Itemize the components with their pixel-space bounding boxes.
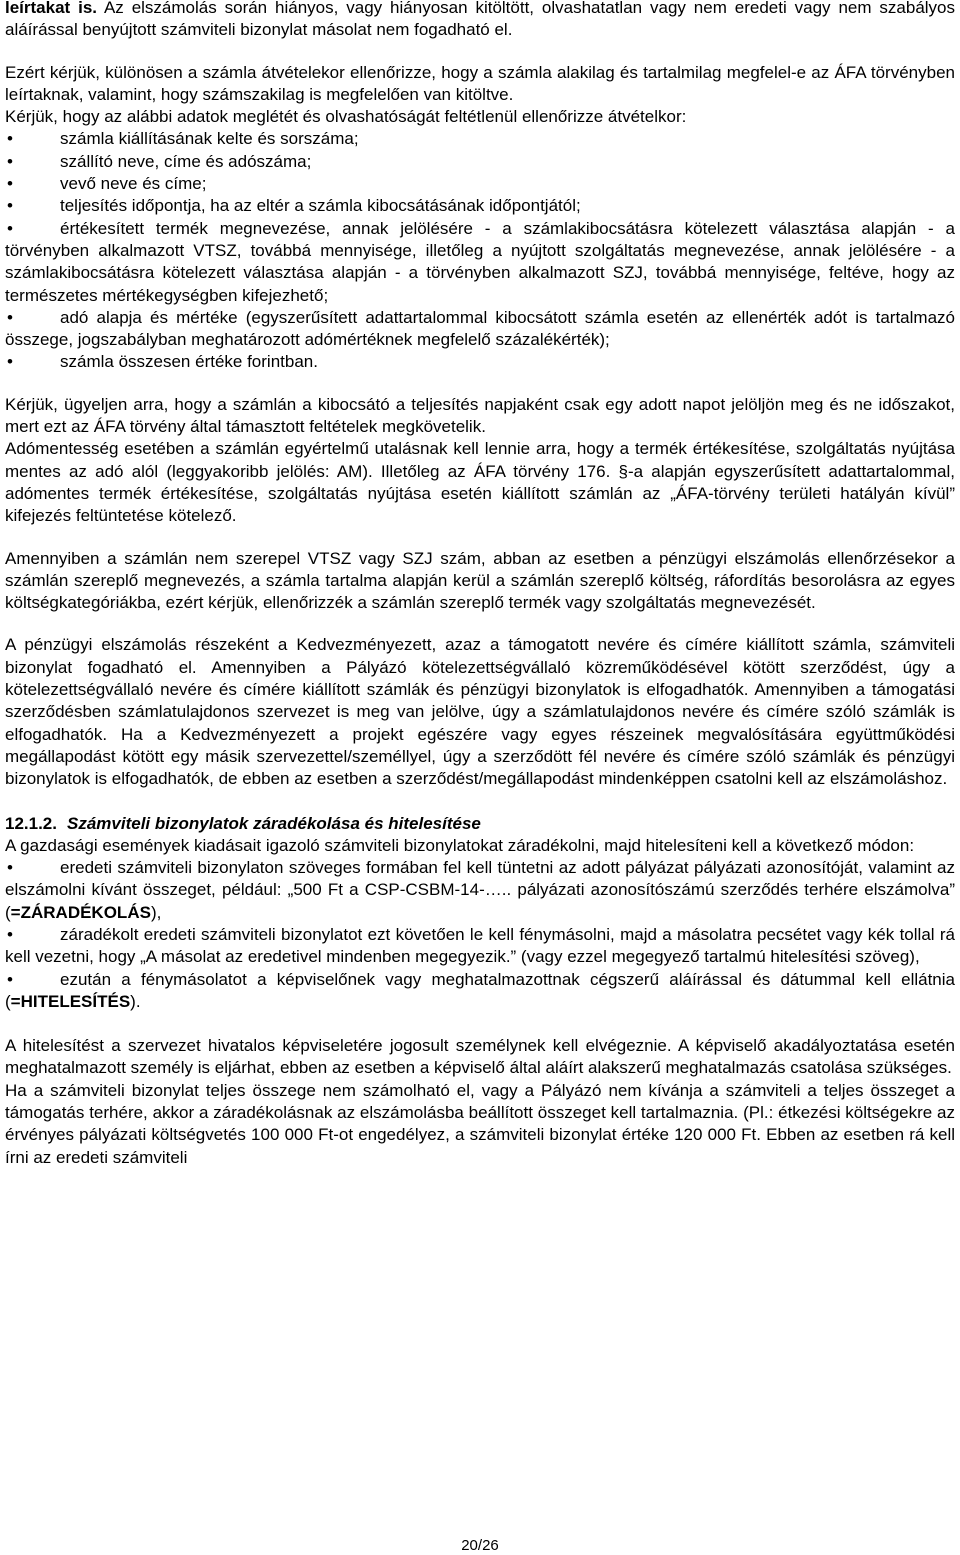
paragraph-exempt: Adómentesség esetében a számlán egyértelmű utalásnak kell lennie arra, hogy a termék értékesítése, szolgáltatás nyújtása mentes az adó alól (leggyakoribb jelölés: AM). Illetőleg az ÁFA törvény 176. §-a alapján egyszerűsített adattartalommal, adómentes termék értékesítése, szolgáltatás nyújtása esetén kiállított számlán az „ÁFA-törvény területi hatályán kívül” kifejezés feltüntetése kötelező. [5, 439, 955, 526]
bullet-icon: • [7, 969, 13, 989]
list-item-text: számla kiállításának kelte és sorszáma; [60, 129, 359, 149]
paragraph-authorized: A hitelesítést a szervezet hivatalos képviseletére jogosult személynek kell elvégeznie. A képviselő akadályoztatása esetén meghatalmazott személy is eljárhat, ebben az esetben a képviselő által aláírt alakszerű meghatalmazás csatolása szükséges. [5, 1036, 955, 1078]
list-item [5, 924, 955, 969]
bullet-icon: • [7, 924, 13, 944]
bullet-icon: • [7, 858, 13, 878]
bullet-icon: • [7, 151, 13, 171]
bullet-icon: • [7, 352, 13, 372]
list-item-text: értékesített termék megnevezése, annak jelölésére - a számlakibocsátásra kötelezett választása alapján - a törvényben alkalmazott VTSZ, továbbá mennyisége, illetőleg a nyújtott szolgáltatás megnevezése, annak jelölésére - a számlakibocsátásra kötelezett választása alapján - a törvényben alkalmazott SZJ, továbbá mennyisége, feltéve, hogy az természetes mértékegységben kifejezhető; [5, 218, 955, 305]
paragraph-top-text: Az elszámolás során hiányos, vagy hiányosan kitöltött, olvashatatlan vagy nem eredeti vagy nem szabályos aláírással benyújtott számviteli bizonylat másolat nem fogadható el. [5, 0, 956, 40]
steps-list [5, 857, 955, 1013]
list-item [5, 351, 955, 373]
bullet-icon: • [7, 218, 13, 238]
list-item-text: ezután a fénymásolatot a képviselőnek vagy meghatalmazottnak cégszerű aláírással és dátummal kell ellátnia ( [5, 969, 955, 1011]
list-item-bold: =ZÁRADÉKOLÁS [10, 902, 151, 922]
paragraph-section-intro: A gazdasági események kiadásait igazoló számviteli bizonylatokat záradékolni, majd hitelesíteni kell a következő módon: [5, 835, 915, 855]
list-item-tail: ), [150, 902, 162, 922]
section-heading [5, 813, 955, 835]
page-number: 20/26 [461, 1537, 499, 1554]
list-item-text: adó alapja és mértéke (egyszerűsített adattartalommal kibocsátott számla esetén az ellenérték adót is tartalmazó összege, jogszabályban meghatározott adómértéknek megfelelő százalékérték); [5, 307, 955, 350]
section-title: Számviteli bizonylatok záradékolása és hitelesítése [67, 813, 481, 833]
list-item [5, 173, 955, 195]
list-item-text: záradékolt eredeti számviteli bizonylatot ezt követően le kell fénymásolni, majd a másolatra pecsétet vagy kék tollal rá kell vezetni, hogy „A másolat az eredetivel mindenben megegyezik.” (vagy ezzel megegyező tartalmú hitelesítési szöveg), [5, 924, 955, 967]
bullet-icon: • [7, 174, 13, 194]
paragraph-date: Kérjük, ügyeljen arra, hogy a számlán a kibocsátó a teljesítés napjaként csak egy adott napot jelöljön meg és ne időszakot, mert ezt az ÁFA törvény által támasztott feltételek megkövetelik. [5, 394, 955, 437]
list-item [5, 218, 955, 307]
list-item [5, 195, 955, 217]
paragraph-list-intro: Kérjük, hogy az alábbi adatok meglétét és olvashatóságát feltétlenül ellenőrizze átvételkor: [5, 107, 687, 127]
required-data-list [5, 128, 955, 373]
paragraph-top [5, 0, 955, 42]
paragraph-vtsz: Amennyiben a számlán nem szerepel VTSZ vagy SZJ szám, abban az esetben a pénzügyi elszámolás ellenőrzésekor a számlán szereplő megnevezés, a számla tartalma alapján kerül a számlán szereplő költség, ráfordítás besorolásra az egyes költségkategóriákba, ezért kérjük, ellenőrizzék a számlán szereplő termék vagy szolgáltatás megnevezését. [5, 548, 955, 613]
list-item-bold: =HITELESÍTÉS [10, 991, 131, 1011]
list-item [5, 857, 955, 924]
list-item [5, 969, 955, 1014]
list-item [5, 307, 955, 352]
list-item-tail: ). [130, 991, 141, 1011]
section-number: 12.1.2. [5, 813, 57, 833]
paragraph-check: Ezért kérjük, különösen a számla átvételekor ellenőrizze, hogy a számla alakilag és tartalmilag megfelel-e az ÁFA törvényben leírtaknak, valamint, hogy számszakilag is megfelelően van kitöltve. [5, 62, 955, 104]
list-item [5, 151, 955, 173]
list-item-text: számla összesen értéke forintban. [60, 352, 318, 372]
list-item-text: eredeti számviteli bizonylaton szöveges formában fel kell tüntetni az adott pályázat pályázati azonosítóját, valamint az elszámolni kívánt összeget, például: „500 Ft a CSP-CSBM-14-….. pályázati azonosítószámú szerződés terhére elszámolva” ( [5, 858, 955, 922]
bullet-icon: • [7, 129, 13, 149]
bullet-icon: • [7, 196, 13, 216]
list-item-text: vevő neve és címe; [60, 174, 207, 194]
bold-lead: leírtakat is. [5, 0, 97, 17]
paragraph-beneficiary: A pénzügyi elszámolás részeként a Kedvezményezett, azaz a támogatott nevére és címére kiállított számla, számviteli bizonylat fogadható el. Amennyiben a Pályázó kötelezettségvállaló közreműködésével kötött szerződést, úgy a kötelezettségvállaló nevére és címére kiállított számlák és pénzügyi bizonylatok is elfogadhatók. Amennyiben a támogatási szerződésben számlatulajdonos szervezet is meg van jelölve, úgy a számlatulajdonos nevére és címére szóló számlák is elfogadhatók. Ha a Kedvezményezett a projekt egészére vagy egyes részeinek megvalósítására együttműködési megállapodást kötött egy másik szervezettel/személlyel, úgy a szerződött fél nevére és címére szóló számlák és pénzügyi bizonylatok is elfogadhatók, de ebben az esetben a szerződést/megállapodást mindenképpen csatolni kell az elszámoláshoz. [5, 635, 955, 789]
list-item [5, 128, 955, 150]
paragraph-total: Ha a számviteli bizonylat teljes összege nem számolható el, vagy a Pályázó nem kívánja a számviteli a teljes összeget a támogatás terhére, akkor a záradékolásnak az elszámolásba beállított összeget kell tartalmaznia. (Pl.: étkezési költségekre az érvényes pályázati költségvetés 100 000 Ft-ot engedélyez, a számviteli bizonylat értéke 120 000 Ft. Ebben az esetben rá kell írni az eredeti számviteli [5, 1080, 955, 1167]
list-item-text: szállító neve, címe és adószáma; [60, 151, 312, 171]
list-item-text: teljesítés időpontja, ha az eltér a számla kibocsátásának időpontjától; [60, 196, 581, 216]
bullet-icon: • [7, 307, 13, 327]
